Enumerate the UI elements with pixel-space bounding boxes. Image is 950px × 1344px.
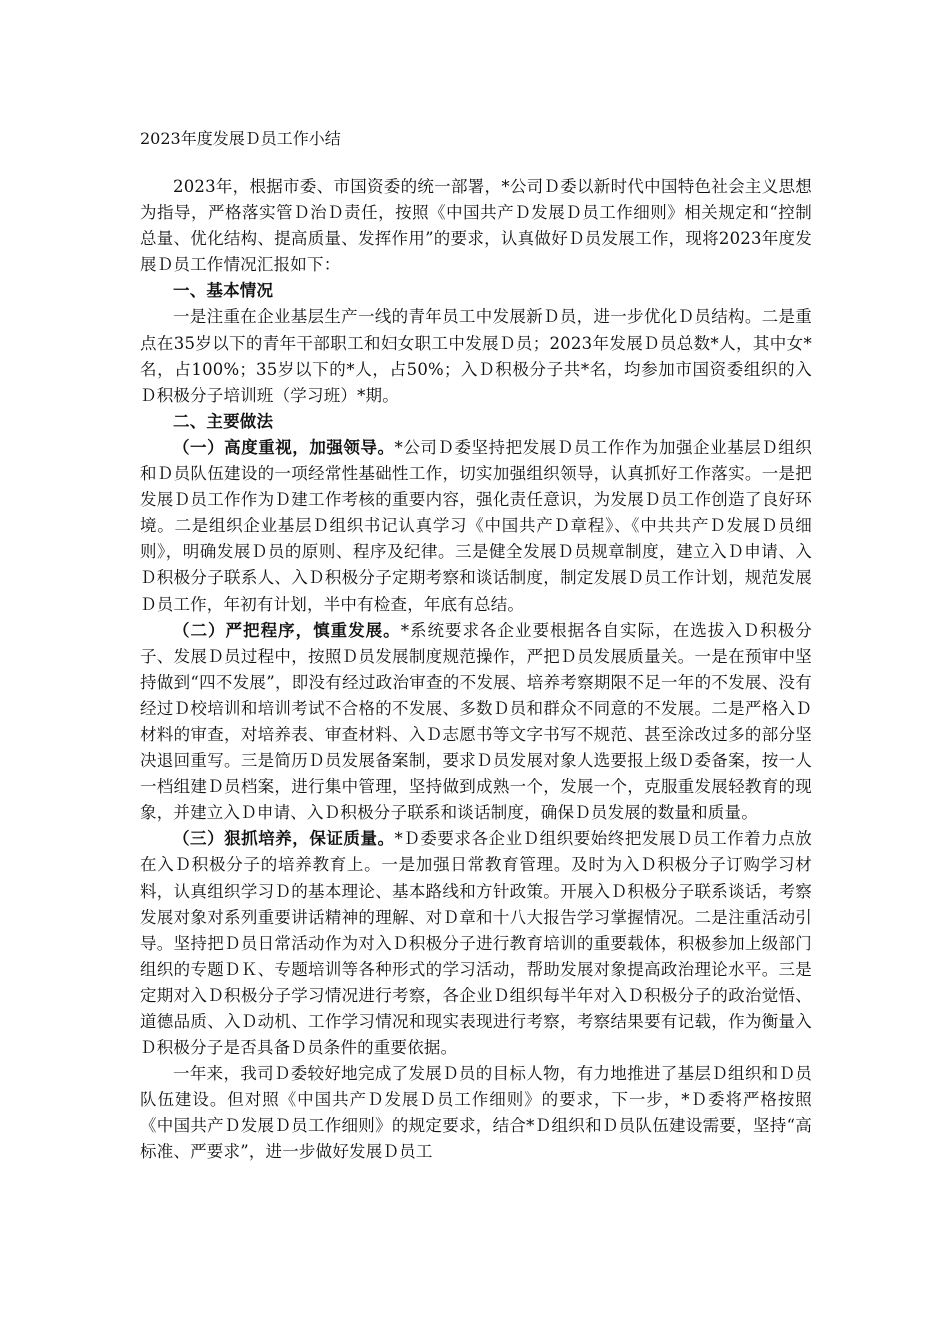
section-basic-situation-paragraph: 一是注重在企业基层生产一线的青年员工中发展新Ｄ员，进一步优化Ｄ员结构。二是重点在35岁以下的青年干部职工和妇女职工中发展Ｄ员；2023年发展Ｄ员总数*人，其中女*名，占100%；35岁以下的*人，占50%；入Ｄ积极分子共*名，均参加市国资委组织的入Ｄ积极分子培训班（学习班）*期。 (140, 307, 812, 405)
subsection-1-text: *公司Ｄ委坚持把发展Ｄ员工作作为加强企业基层Ｄ组织和Ｄ员队伍建设的一项经常性基础性工作，切实加强组织领导，认真抓好工作落实。一是把发展Ｄ员工作作为Ｄ建工作考核的重要内容，强化责任意识，为发展Ｄ员工作创造了良好环境。二是组织企业基层Ｄ组织书记认真学习《中国共产Ｄ章程》、《中共共产Ｄ发展Ｄ员细则》，明确发展Ｄ员的原则、程序及纪律。三是健全发展Ｄ员规章制度，建立入Ｄ申请、入Ｄ积极分子联系人、入Ｄ积极分子定期考察和谈话制度，制定发展Ｄ员工作计划，规范发展Ｄ员工作，年初有计划，半中有检查，年底有总结。 (140, 437, 812, 614)
document-body (140, 174, 812, 1166)
closing-paragraph: 一年来，我司Ｄ委较好地完成了发展Ｄ员的目标人物，有力地推进了基层Ｄ组织和Ｄ员队伍建设。但对照《中国共产Ｄ发展Ｄ员工作细则》的要求，下一步，*Ｄ委将严格按照《中国共产Ｄ发展Ｄ员工作细则》的规定要求，结合*Ｄ组织和Ｄ员队伍建设需要，坚持“高标准、严要求”，进一步做好发展Ｄ员工 (140, 1064, 812, 1162)
section-heading-main-practices: 二、主要做法 (173, 411, 274, 431)
subsection-3-text: *Ｄ委要求各企业Ｄ组织要始终把发展Ｄ员工作着力点放在入Ｄ积极分子的培养教育上。一是加强日常教育管理。及时为入Ｄ积极分子订购学习材料，认真组织学习Ｄ的基本理论、基本路线和方针政策。开展入Ｄ积极分子联系谈话，考察发展对象对系列重要讲话精神的理解、对Ｄ章和十八大报告学习掌握情况。二是注重活动引导。坚持把Ｄ员日常活动作为对入Ｄ积极分子进行教育培训的重要载体，积极参加上级部门组织的专题ＤＫ、专题培训等各种形式的学习活动，帮助发展对象提高政治理论水平。三是定期对入Ｄ积极分子学习情况进行考察，各企业Ｄ组织每半年对入Ｄ积极分子的政治觉悟、道德品质、入Ｄ动机、工作学习情况和现实表现进行考察，考察结果要有记载，作为衡量入Ｄ积极分子是否具备Ｄ员条件的重要依据。 (140, 829, 812, 1058)
subsection-3-paragraph (140, 826, 812, 1061)
intro-paragraph: 2023年，根据市委、市国资委的统一部署，*公司Ｄ委以新时代中国特色社会主义思想为指导，严格落实管Ｄ治Ｄ责任，按照《中国共产Ｄ发展Ｄ员工作细则》相关规定和“控制总量、优化结构、提高质量、发挥作用”的要求，认真做好Ｄ员发展工作，现将2023年度发展Ｄ员工作情况汇报如下： (140, 177, 812, 275)
subsection-2-heading: （二）严把程序，慎重发展。 (173, 620, 401, 640)
subsection-2-paragraph (140, 618, 812, 827)
subsection-1-paragraph (140, 435, 812, 618)
subsection-3-heading: （三）狠抓培养，保证质量。 (173, 829, 395, 849)
subsection-1-heading: （一）高度重视，加强领导。 (173, 437, 395, 457)
document-title: 2023年度发展Ｄ员工作小结 (140, 129, 341, 148)
section-heading-basic-situation: 一、基本情况 (173, 281, 274, 301)
subsection-2-text: *系统要求各企业要根据各自实际，在选拔入Ｄ积极分子、发展Ｄ员过程中，按照Ｄ员发展制度规范操作，严把Ｄ员发展质量关。一是在预审中坚持做到“四不发展”，即没有经过政治审查的不发展、培养考察期限不足一年的不发展、没有经过Ｄ校培训和培训考试不合格的不发展、多数Ｄ员和群众不同意的不发展。二是严格入Ｄ材料的审查，对培养表、审查材料、入Ｄ志愿书等文字书写不规范、甚至涂改过多的部分坚决退回重写。三是简历Ｄ员发展备案制，要求Ｄ员发展对象人选要报上级Ｄ委备案，按一人一档组建Ｄ员档案，进行集中管理，坚持做到成熟一个，发展一个，克服重发展轻教育的现象，并建立入Ｄ申请、入Ｄ积极分子联系和谈话制度，确保Ｄ员发展的数量和质量。 (140, 620, 812, 823)
